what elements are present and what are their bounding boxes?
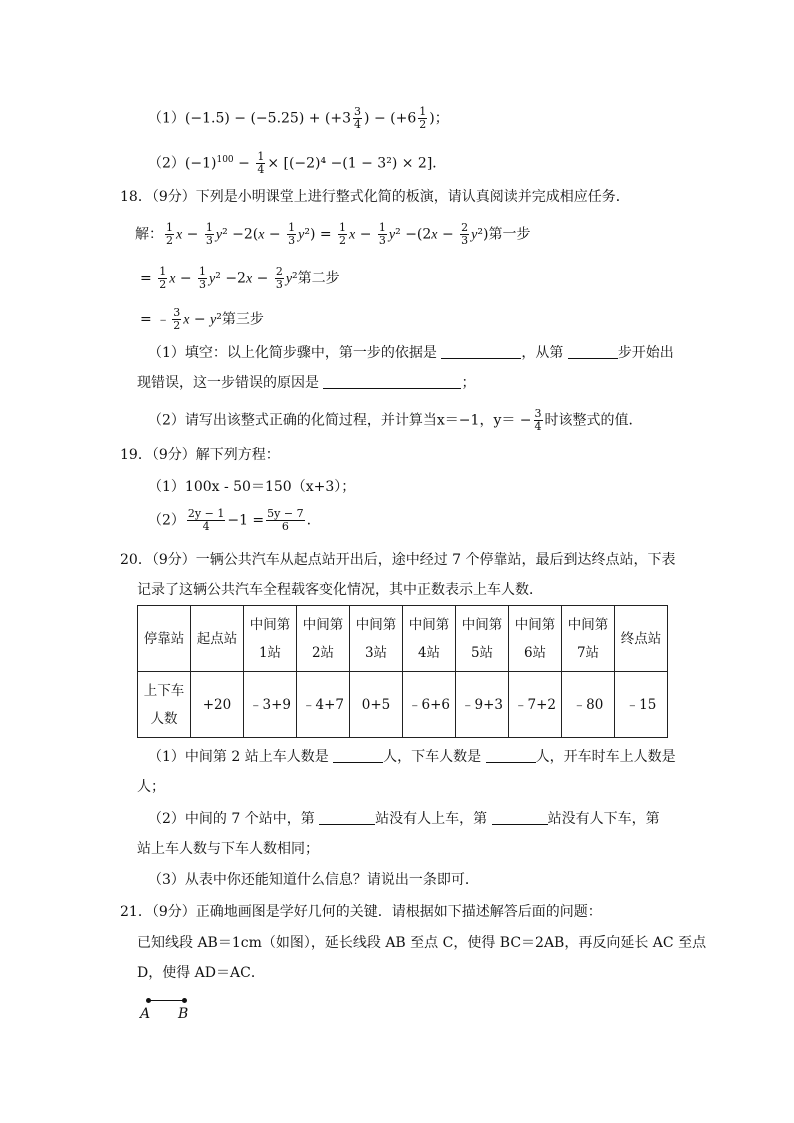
answer-blank[interactable] — [333, 748, 383, 763]
point-a — [146, 998, 151, 1003]
q21-desc-2: D，使得 AD＝AC． — [137, 965, 265, 981]
table-cell: ﹣80 — [562, 672, 615, 738]
answer-blank[interactable] — [492, 810, 548, 825]
table-cell: 中间第 5站 — [456, 606, 509, 672]
q20-part3: （3）从表中你还能知道什么信息？请说出一条即可． — [148, 872, 479, 888]
label-b: B — [178, 1006, 189, 1022]
fraction: $\frac{3}{4}$ — [534, 407, 542, 433]
point-b — [182, 998, 187, 1003]
answer-blank[interactable] — [486, 748, 536, 763]
answer-blank[interactable] — [323, 374, 461, 389]
stations-table — [137, 605, 668, 738]
answer-blank[interactable] — [441, 344, 521, 359]
q20-part2-line2: 站上车人数与下车人数相同； — [137, 841, 319, 857]
table-cell: ﹣15 — [615, 672, 668, 738]
table-cell: ﹣7+2 — [509, 672, 562, 738]
table-cell: +20 — [191, 672, 244, 738]
table-row — [138, 672, 668, 738]
table-cell: 中间第 6站 — [509, 606, 562, 672]
q20-header-1: 20．（9分）一辆公共汽车从起点站开出后，途中经过 7 个停靠站，最后到达终点站，下表 — [120, 552, 676, 568]
q20-part2-line1: （2）中间的 7 个站中，第 站没有人上车，第 站没有人下车，第 — [148, 811, 660, 827]
table-cell: 中间第 4站 — [403, 606, 456, 672]
q18-header: 18．（9分）下列是小明课堂上进行整式化简的板演，请认真阅读并完成相应任务． — [120, 189, 630, 205]
q19-header: 19．（9分）解下列方程： — [120, 447, 280, 463]
segment-line — [148, 1000, 184, 1001]
answer-blank[interactable] — [319, 810, 375, 825]
table-cell: 0+5 — [350, 672, 403, 738]
q20-header-2: 记录了这辆公共汽车全程载客变化情况，其中正数表示上车人数． — [137, 582, 543, 598]
table-cell: 中间第 2站 — [297, 606, 350, 672]
q18-part2: （2）请写出该整式正确的化简过程，并计算当x＝−1，y＝ − $\frac{3}{4}$ 时该整式的值． — [148, 407, 643, 433]
fraction: $\frac{5y - 7}{6}$ — [267, 507, 304, 533]
q21-header: 21．（9分）正确地画图是学好几何的关键．请根据如下描述解答后面的问题： — [120, 904, 602, 920]
fraction: $\frac{3}{4}$ — [354, 105, 362, 131]
table-cell: 中间第 7站 — [562, 606, 615, 672]
fraction: $\frac{2y - 1}{4}$ — [187, 507, 225, 533]
table-cell: ﹣6+6 — [403, 672, 456, 738]
q18-step3: = ﹣ $\frac{3}{2}$ x − y²第三步 — [140, 306, 264, 332]
answer-blank[interactable] — [568, 344, 618, 359]
table-cell: 上下车 人数 — [138, 672, 191, 738]
table-row — [138, 606, 668, 672]
q19-part1: （1）100x - 50＝150（x+3）； — [148, 479, 356, 495]
q17-part2: $(2)(-1)^{100}$ − $\frac{1}{4}$ × [(−2)⁴ −(1 − 3²) × 2]． — [148, 150, 447, 177]
table-cell: ﹣4+7 — [297, 672, 350, 738]
q21-desc-1: 已知线段 AB＝1cm（如图），延长线段 AB 至点 C，使得 BC＝2AB，再反向延长 AC 至点 — [137, 935, 707, 951]
q19-part2: （2） $\frac{2y - 1}{4}$ −1 = $\frac{5y - 7}{6}$ . — [148, 507, 312, 533]
q20-part1-line1: （1）中间第 2 站上车人数是 人，下车人数是 人，开车时车上人数是 — [148, 749, 676, 765]
table-cell: 中间第 3站 — [350, 606, 403, 672]
q20-part1-line2: 人； — [137, 779, 165, 795]
q18-part1-line1: （1）填空：以上化简步骤中，第一步的依据是 ，从第 步开始出 — [148, 345, 674, 361]
table-cell: ﹣3+9 — [244, 672, 297, 738]
fraction: $\frac{1}{2}$ — [419, 105, 427, 131]
q18-part1-line2: 现错误，这一步错误的原因是 ； — [137, 375, 476, 391]
table-cell: 终点站 — [615, 606, 668, 672]
table-cell: 中间第 1站 — [244, 606, 297, 672]
fraction: $\frac{1}{4}$ — [257, 150, 265, 177]
q18-step1: 解： $\frac{1}{2}$ x − $\frac{1}{3}$ y² −2(x − $\frac{1}{3}$ y²) = $\frac{1}{2}$ x − $\frac{1}{3}$ y² −(2x − $\frac{2}{3}$ y²)第一步 — [135, 221, 531, 247]
table-cell: 停靠站 — [138, 606, 191, 672]
label-a: A — [140, 1006, 151, 1022]
table-cell: 起点站 — [191, 606, 244, 672]
q18-step2: = $\frac{1}{2}$ x − $\frac{1}{3}$ y² −2x − $\frac{2}{3}$ y²第二步 — [140, 265, 340, 291]
table-cell: ﹣9+3 — [456, 672, 509, 738]
q17-part1: （1）(−1.5) − (−5.25) + (+3 $\frac{3}{4}$ ) − (+6 $\frac{1}{2}$ )； — [148, 105, 449, 131]
